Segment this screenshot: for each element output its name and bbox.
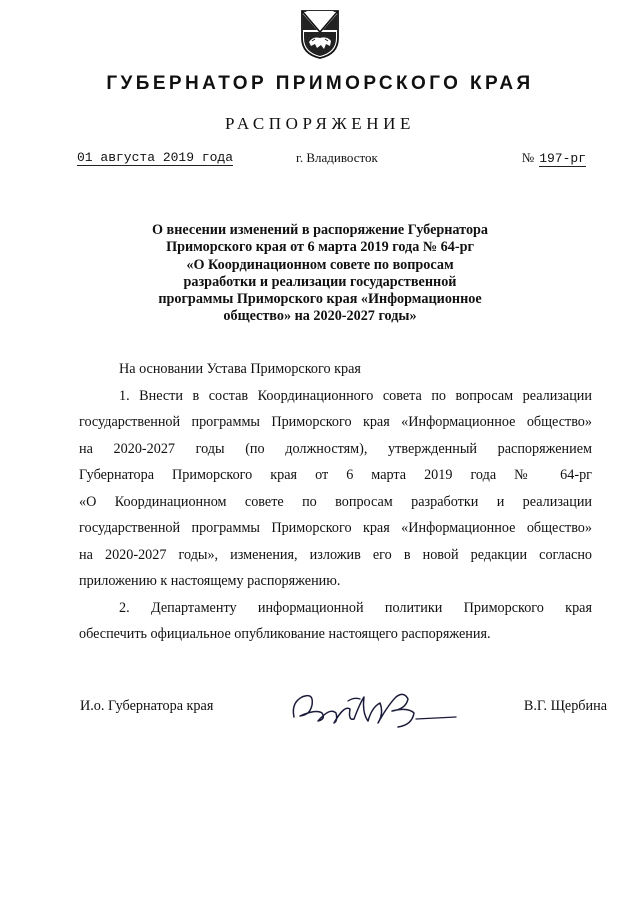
- handwritten-signature: [288, 683, 463, 729]
- signatory-title: И.о. Губернатора края: [80, 698, 214, 714]
- document-subject: [120, 222, 520, 326]
- item1-line: Губернатора Приморского края от 6 марта 2019 года № 64-рг: [79, 467, 592, 483]
- subject-line: разработки и реализации государственной: [183, 273, 457, 290]
- item2-line: 2. Департаменту информационной политики Приморского края: [119, 599, 592, 616]
- number-sign: №: [521, 150, 535, 165]
- item1-line: на 2020-2027 годы (по должностям), утвержденный распоряжением: [79, 440, 592, 457]
- subject-line: Приморского края от 6 марта 2019 года № 64-рг: [166, 239, 474, 256]
- item1-line: на 2020-2027 годы», изменения, изложив его в новой редакции согласно: [79, 546, 592, 563]
- item1-line: приложению к настоящему распоряжению.: [79, 573, 341, 589]
- intro-paragraph: На основании Устава Приморского края: [119, 361, 361, 377]
- item1-line: государственной программы Приморского края «Информационное общество»: [79, 520, 592, 536]
- subject-line: общество» на 2020-2027 годы»: [223, 308, 417, 325]
- item1-line: государственной программы Приморского края «Информационное общество»: [79, 414, 592, 430]
- item2-line: обеспечить официальное опубликование настоящего распоряжения.: [79, 626, 491, 642]
- item1-line: 1. Внести в состав Координационного совета по вопросам реализации: [119, 387, 592, 404]
- document-date: 01 августа 2019 года: [77, 150, 234, 165]
- document-body: [79, 356, 592, 648]
- number-value: 197-рг: [539, 151, 586, 166]
- coat-of-arms-emblem: [300, 8, 340, 60]
- subject-line: О внесении изменений в распоряжение Губернатора: [151, 222, 489, 238]
- subject-line: «О Координационном совете по вопросам: [186, 256, 454, 273]
- issuing-authority: ГУБЕРНАТОР ПРИМОРСКОГО КРАЯ: [106, 73, 534, 94]
- document-number: [522, 150, 586, 166]
- signatory-name: В.Г. Щербина: [523, 698, 607, 714]
- document-type: РАСПОРЯЖЕНИЕ: [224, 114, 416, 133]
- subject-line: программы Приморского края «Информационное: [158, 291, 482, 308]
- document-city: г. Владивосток: [296, 150, 378, 165]
- item1-line: «О Координационном совете по вопросам разработки и реализации: [79, 493, 592, 510]
